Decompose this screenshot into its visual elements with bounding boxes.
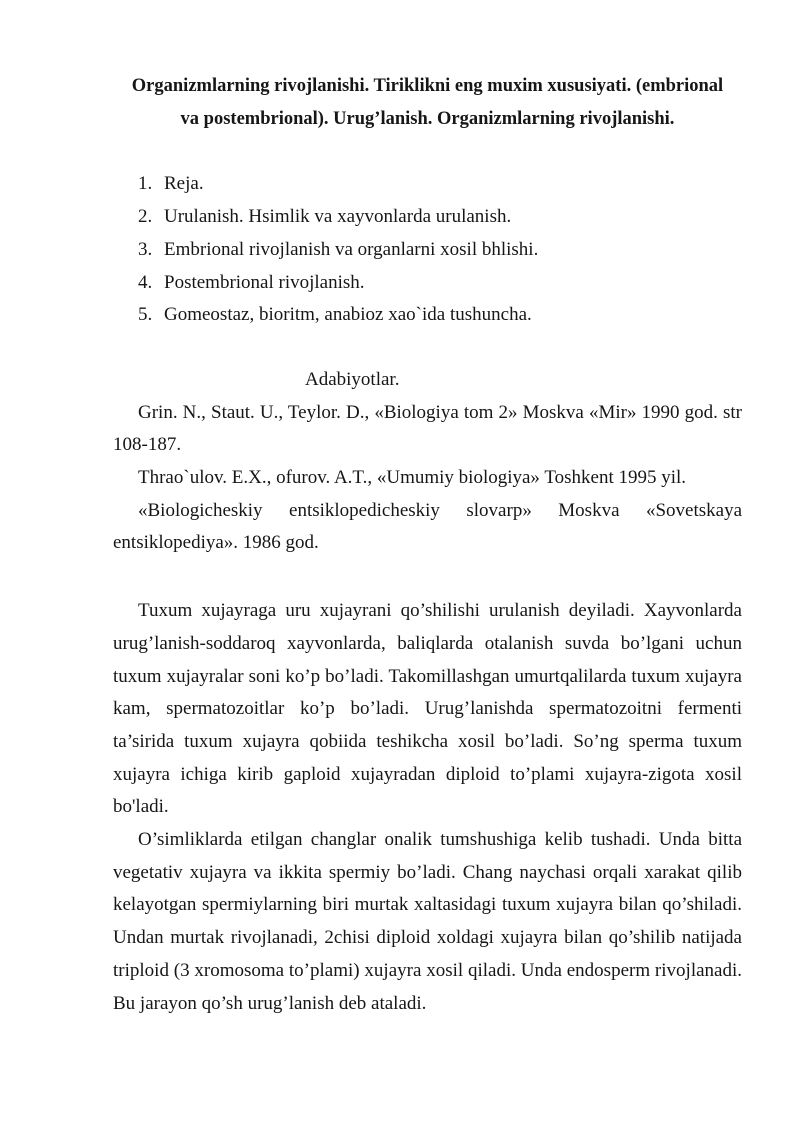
list-item xyxy=(113,201,742,234)
list-item-text: Reja. xyxy=(164,173,204,195)
list-item-number: 3. xyxy=(138,238,153,260)
list-item-text: Gomeostaz, bioritm, anabioz xao`ida tushuncha. xyxy=(164,304,532,326)
list-item-number: 2. xyxy=(138,206,153,228)
reference-entry: «Biologicheskiy entsiklopedicheskiy slovarp» Moskva «Sovetskaya entsiklopediya». 1986 god. xyxy=(113,499,742,554)
list-item-text: Postembrional rivojlanish. xyxy=(164,271,365,293)
list-item-number: 4. xyxy=(138,271,153,293)
list-item xyxy=(113,267,742,300)
plan-list xyxy=(113,168,742,332)
list-item-text: Embrional rivojlanish va organlarni xosil bhlishi. xyxy=(164,238,539,260)
list-item-text: Urulanish. Hsimlik va xayvonlarda urulanish. xyxy=(164,206,512,228)
body-paragraph: O’simliklarda etilgan changlar onalik tumshushiga kelib tushadi. Unda bitta vegetativ xujayra va ikkita spermiy bo’ladi. Chang naychasi orqali xarakat qilib kelayotgan spermiylarning biri murtak xaltasidagi tuxum xujayra bilan qo’shiladi. Undan murtak rivojlanadi, 2chisi diploid xoldagi xujayra bilan qo’shilib natijada triploid (3 xromosoma to’plami) xujayra xosil qiladi. Unda endosperm rivojlanadi. Bu jarayon qo’sh urug’lanish deb ataladi. xyxy=(113,829,742,1014)
list-item xyxy=(113,234,742,267)
list-item-number: 1. xyxy=(138,173,153,195)
document-title xyxy=(113,70,742,135)
reference-entry: Thrao`ulov. E.X., ofurov. A.T., «Umumiy biologiya» Toshkent 1995 yil. xyxy=(138,467,687,489)
list-item-number: 5. xyxy=(138,304,153,326)
references-heading: Adabiyotlar. xyxy=(305,368,400,390)
title-line-1: Organizmlarning rivojlanishi. Tiriklikni eng muxim xususiyati. (embrional xyxy=(131,76,724,96)
body-text xyxy=(113,595,742,1020)
title-line-2: va postembrional). Urug’lanish. Organizmlarning rivojlanishi. xyxy=(180,108,675,129)
list-item xyxy=(113,299,742,332)
body-paragraph: Tuxum xujayraga uru xujayrani qo’shilishi urulanish deyiladi. Xayvonlarda urug’lanish-soddaroq xayvonlarda, baliqlarda otalanish suvda bo’lgani uchun tuxum xujayralar soni ko’p bo’ladi. Takomillashgan umurtqalilarda tuxum xujayra kam, spermatozoitlar ko’p bo’ladi. Urug’lanishda spermatozoitni fermenti ta’sirida tuxum xujayra qobiida teshikcha xosil bo’ladi. So’ng sperma tuxum xujayra ichiga kirib gaploid xujayradan diploid to’plami xujayra-zigota xosil bo'ladi. xyxy=(113,600,742,818)
list-item xyxy=(113,168,742,201)
document-content xyxy=(113,0,742,1020)
reference-entry: Grin. N., Staut. U., Teylor. D., «Biologiya tom 2» Moskva «Mir» 1990 god. str 108-187. xyxy=(113,401,742,456)
